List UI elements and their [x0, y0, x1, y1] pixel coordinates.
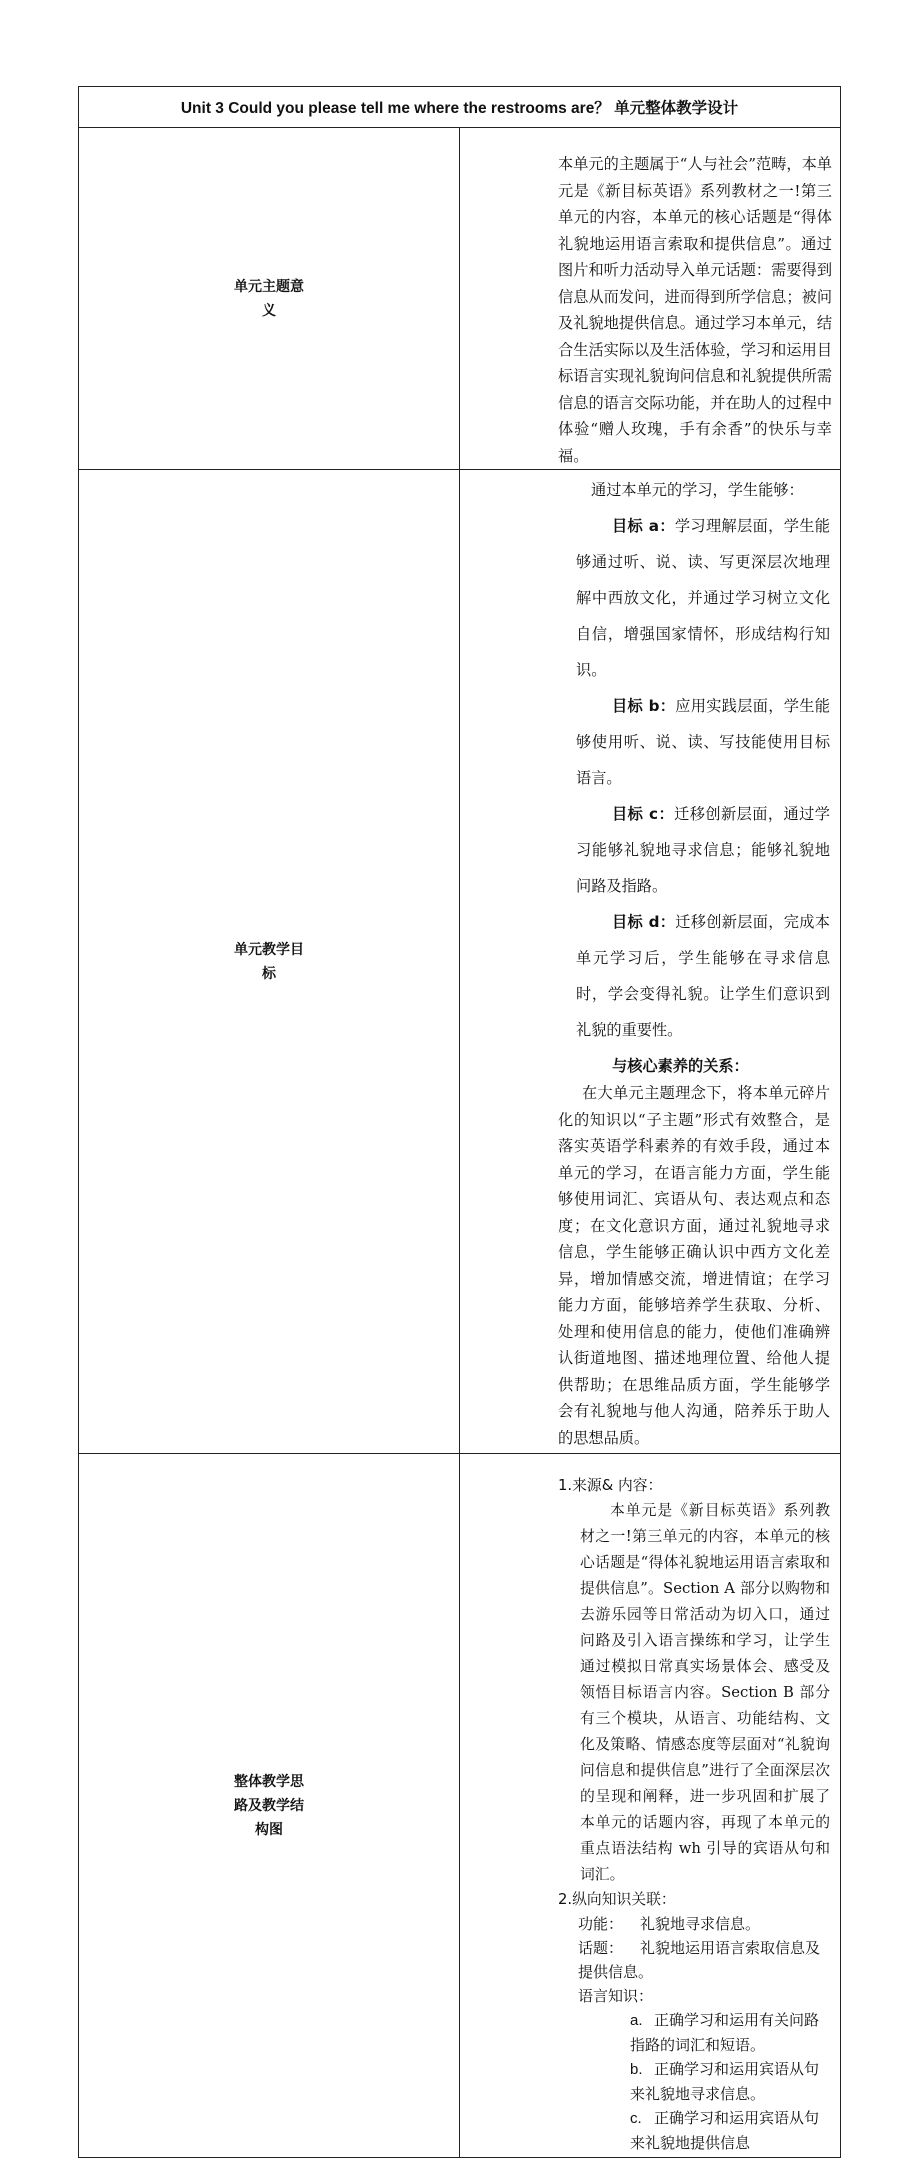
function-key: 功能： — [578, 1915, 624, 1933]
goal-a-text: 学习理解层面，学生能够通过听、说、读、写更深层次地理解中西放文化，并通过学习树立文化自信，增强国家情怀，形成结构行知识。 — [576, 517, 830, 679]
core-literacy-text: 在大单元主题理念下，将本单元碎片化的知识以“子主题”形式有效整合，是落实英语学科素养的有效手段，通过本单元的学习，在语言能力方面，学生能够使用词汇、宾语从句、表达观点和态度；在文化意识方面，通过礼貌地寻求信息，学生能够正确认识中西方文化差异，增加情感交流，增进情谊；在学习能力方面，能够培养学生获取、分析、处理和使用信息的能力，使他们准确辨认街道地图、描述地理位置、给他人提供帮助；在思维品质方面，学生能够学会有礼貌地与他人沟通，陪养乐于助人的思想品质。 — [558, 1084, 830, 1447]
list-marker: c. — [630, 2110, 642, 2127]
language-knowledge-key: 语言知识： — [578, 1987, 654, 2005]
structure-label: 整体教学思路及教学结构图 — [234, 1773, 304, 1838]
theme-content-cell — [460, 128, 841, 470]
goal-c-name: 目标 c： — [612, 805, 675, 823]
structure-label-cell — [79, 1454, 460, 2158]
goal-b-name: 目标 b： — [612, 697, 676, 715]
list-text: 正确学习和运用宾语从句来礼貌地寻求信息。 — [630, 2060, 820, 2103]
goals-label-cell — [79, 470, 460, 1454]
goals-label: 单元教学目标 — [234, 941, 304, 982]
list-text: 正确学习和运用有关问路指路的词汇和短语。 — [630, 2011, 820, 2054]
structure-content-cell — [460, 1454, 841, 2158]
lesson-design-table — [78, 86, 841, 2158]
list-item — [558, 2008, 830, 2057]
document-title: Unit 3 Could you please tell me where the restrooms are？ 单元整体教学设计 — [79, 87, 841, 128]
function-line — [558, 1912, 830, 1936]
list-marker: a. — [630, 2012, 643, 2029]
theme-text: 本单元的主题属于“人与社会”范畴，本单元是《新目标英语》系列教材之一!第三单元的内容，本单元的核心话题是“得体礼貌地运用语言索取和提供信息”。通过图片和听力活动导入单元话题：需要得到信息从而发问，进而得到所学信息；被问及礼貌地提供信息。通过学习本单元，结合生活实际以及生活体验，学习和运用目标语言实现礼貌询问信息和礼貌提供所需信息的语言交际功能，并在助人的过程中体验“赠人玫瑰，手有余香”的快乐与幸福。 — [558, 155, 832, 465]
knowledge-heading: 2.纵向知识关联： — [558, 1891, 676, 1908]
function-value: 礼貌地寻求信息。 — [640, 1915, 761, 1933]
goals-content-cell — [460, 470, 841, 1454]
theme-label: 单元主题意义 — [234, 278, 304, 319]
topic-key: 话题： — [578, 1939, 624, 1957]
goals-intro: 通过本单元的学习，学生能够： — [591, 481, 804, 499]
goal-d-text: 迁移创新层面，完成本单元学习后，学生能够在寻求信息时，学会变得礼貌。让学生们意识到礼貌的重要性。 — [576, 913, 830, 1039]
list-item — [558, 2057, 830, 2106]
goal-a-name: 目标 a： — [612, 517, 675, 535]
goal-a — [558, 508, 830, 688]
title-row — [79, 87, 841, 128]
structure-row — [79, 1454, 841, 2158]
core-literacy-heading: 与核心素养的关系： — [612, 1057, 749, 1075]
topic-line — [558, 1936, 830, 1984]
goal-d — [558, 904, 830, 1048]
source-heading: 1.来源& 内容： — [558, 1477, 663, 1494]
list-marker: b. — [630, 2061, 643, 2078]
source-text: 本单元是《新目标英语》系列教材之一!第三单元的内容，本单元的核心话题是“得体礼貌地运用语言索取和提供信息”。Section A 部分以购物和去游乐园等日常活动为切入口，通过问路及引入语言操练和学习，让学生通过模拟日常真实场景体会、感受及领悟目标语言内容。Section B 部分有三个模块，从语言、功能结构、文化及策略、情感态度等层面对“礼貌询问信息和提供信息”进行了全面深层次的呈现和阐释，进一步巩固和扩展了本单元的话题内容，再现了本单元的重点语法结构 wh 引导的宾语从句和词汇。 — [580, 1502, 830, 1883]
goal-c — [558, 796, 830, 904]
theme-row — [79, 128, 841, 470]
goal-c-text: 迁移创新层面，通过学习能够礼貌地寻求信息；能够礼貌地问路及指路。 — [576, 805, 830, 895]
theme-label-cell — [79, 128, 460, 470]
goal-b-text: 应用实践层面，学生能够使用听、说、读、写技能使用目标语言。 — [576, 697, 830, 787]
goal-b — [558, 688, 830, 796]
goal-d-name: 目标 d： — [612, 913, 676, 931]
list-text: 正确学习和运用宾语从句来礼貌地提供信息 — [630, 2109, 820, 2152]
topic-value: 礼貌地运用语言索取信息及提供信息。 — [578, 1939, 821, 1981]
goals-row — [79, 470, 841, 1454]
list-item — [558, 2106, 830, 2155]
